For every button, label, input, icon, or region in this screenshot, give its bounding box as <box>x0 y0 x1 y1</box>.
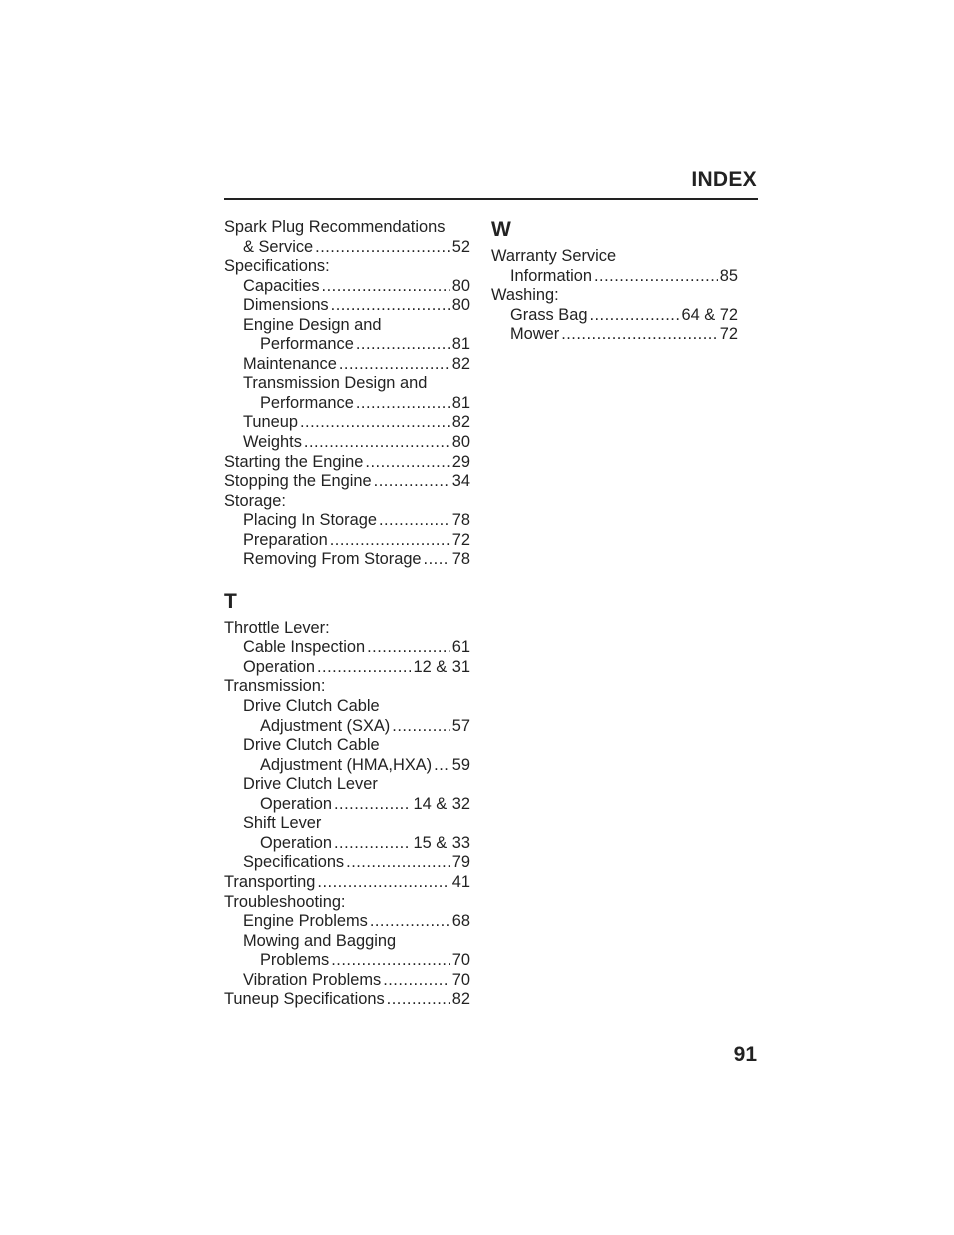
section-letter: T <box>224 589 237 613</box>
index-entry-page: 14 & 32 <box>413 794 470 813</box>
dot-leader <box>383 971 450 991</box>
index-entry-label: Dimensions <box>243 296 329 315</box>
index-entry-page: 57 <box>451 716 470 735</box>
index-entry-label: Warranty Service <box>491 247 617 265</box>
dot-leader <box>331 951 450 971</box>
index-entry-page: 80 <box>451 276 470 295</box>
dot-leader <box>315 238 450 258</box>
index-entry-page: 59 <box>451 755 470 774</box>
page-number: 91 <box>733 1043 757 1066</box>
index-entry-label: Drive Clutch Cable <box>243 736 380 755</box>
index-entry-label: Cable Inspection <box>243 638 366 657</box>
dot-leader <box>356 394 450 414</box>
index-entry-page: 34 <box>451 472 470 491</box>
index-entry-page: 80 <box>451 433 470 452</box>
index-entry-label: Operation <box>260 833 332 852</box>
dot-leader <box>594 267 718 287</box>
index-entry-page: 79 <box>451 853 470 872</box>
index-entry <box>224 218 470 238</box>
index-entry-label: Throttle Lever: <box>224 618 330 637</box>
index-entry <box>224 453 470 473</box>
index-entry <box>224 951 470 971</box>
index-entry <box>224 355 470 375</box>
index-entry-label: Starting the Engine <box>224 452 364 471</box>
index-entry-label: Adjustment (SXA) <box>260 716 391 735</box>
index-entry-page: 12 & 31 <box>413 657 470 676</box>
index-entry-label: & Service <box>243 237 314 256</box>
index-entry-label: Grass Bag <box>510 305 588 324</box>
index-column-right <box>491 218 738 345</box>
index-entry-label: Specifications: <box>224 257 330 276</box>
index-entry <box>224 394 470 414</box>
index-entry-label: Operation <box>243 657 315 676</box>
dot-leader <box>424 550 450 570</box>
index-entry-label: Transmission Design and <box>243 374 428 393</box>
index-entry-label: Drive Clutch Lever <box>243 775 378 794</box>
index-entry-label: Information <box>510 266 592 285</box>
header-divider <box>224 198 758 200</box>
index-entry-label: Capacities <box>243 276 320 295</box>
index-title: INDEX <box>691 168 757 191</box>
dot-leader <box>392 717 450 737</box>
index-entry <box>224 296 470 316</box>
index-entry <box>224 814 470 834</box>
index-entry <box>224 374 470 394</box>
index-entry-label: Engine Problems <box>243 912 368 931</box>
dot-leader <box>322 277 450 297</box>
index-entry <box>224 697 470 717</box>
dot-leader <box>365 453 449 473</box>
index-entry <box>224 932 470 952</box>
index-entry <box>224 795 470 815</box>
index-entry-page: 81 <box>451 393 470 412</box>
dot-leader <box>387 990 450 1010</box>
index-entry-page: 61 <box>451 638 470 657</box>
index-entry <box>224 775 470 795</box>
index-entry-label: Tuneup Specifications <box>224 990 385 1009</box>
index-entry-label: Spark Plug Recommendations <box>224 218 446 236</box>
dot-leader <box>330 531 450 551</box>
index-entry <box>224 912 470 932</box>
index-entry-label: Performance <box>260 393 354 412</box>
section-letter: W <box>491 218 511 241</box>
index-entry-label: Specifications <box>243 853 345 872</box>
index-entry-page: 81 <box>451 335 470 354</box>
dot-leader <box>317 873 449 893</box>
index-entry <box>224 638 470 658</box>
index-entry-page: 70 <box>451 951 470 970</box>
index-entry-label: Transporting <box>224 872 316 891</box>
index-entry <box>224 971 470 991</box>
index-entry-label: Mower <box>510 325 560 344</box>
index-entry <box>224 335 470 355</box>
dot-leader <box>339 355 450 375</box>
index-entry-label: Adjustment (HMA,HXA) <box>260 755 433 774</box>
dot-leader <box>370 912 450 932</box>
index-entry-page: 82 <box>451 354 470 373</box>
index-entry-label: Maintenance <box>243 354 337 373</box>
index-entry-page: 85 <box>719 266 738 285</box>
index-entry <box>224 433 470 453</box>
index-entry-label: Preparation <box>243 530 328 549</box>
index-entry <box>224 492 470 512</box>
dot-leader <box>334 834 412 854</box>
index-entry-label: Placing In Storage <box>243 511 377 530</box>
dot-leader <box>374 472 450 492</box>
index-entry-page: 41 <box>451 872 470 891</box>
index-entry <box>224 873 470 893</box>
index-entry-label: Operation <box>260 794 332 813</box>
index-entry-page: 68 <box>451 912 470 931</box>
index-entry <box>224 853 470 873</box>
index-entry <box>224 736 470 756</box>
dot-leader <box>331 296 450 316</box>
dot-leader <box>379 511 450 531</box>
index-entry <box>224 257 470 277</box>
index-entry <box>224 756 470 776</box>
dot-leader <box>367 638 450 658</box>
index-entry <box>224 658 470 678</box>
index-entry-page: 82 <box>451 413 470 432</box>
index-entry <box>224 511 470 531</box>
index-column-left <box>224 218 470 1010</box>
dot-leader <box>561 325 718 345</box>
index-entry-page: 78 <box>451 550 470 569</box>
index-entry <box>224 238 470 258</box>
index-entry <box>224 550 470 570</box>
index-entry-label: Drive Clutch Cable <box>243 697 380 716</box>
index-entry-label: Removing From Storage <box>243 550 422 569</box>
dot-leader <box>317 658 412 678</box>
dot-leader <box>300 413 450 433</box>
index-entry-label: Stopping the Engine <box>224 472 372 491</box>
index-entry-label: Troubleshooting: <box>224 892 346 911</box>
index-entry <box>224 677 470 697</box>
index-entry-label: Vibration Problems <box>243 970 382 989</box>
index-entry-label: Weights <box>243 433 302 452</box>
dot-leader <box>434 756 450 776</box>
index-entry-page: 70 <box>451 970 470 989</box>
dot-leader <box>304 433 450 453</box>
index-entry-page: 72 <box>719 325 738 344</box>
index-entry-page: 72 <box>451 530 470 549</box>
index-entry-label: Washing: <box>491 286 559 305</box>
index-entry-page: 52 <box>451 237 470 256</box>
index-entry-page: 29 <box>451 452 470 471</box>
index-entry-label: Shift Lever <box>243 814 322 833</box>
index-entry <box>224 531 470 551</box>
dot-leader <box>346 853 450 873</box>
index-entry <box>224 316 470 336</box>
index-entry <box>491 267 738 287</box>
index-entry-label: Problems <box>260 951 330 970</box>
index-entry-label: Storage: <box>224 491 286 510</box>
index-entry <box>224 893 470 913</box>
index-entry <box>491 325 738 345</box>
dot-leader <box>334 795 412 815</box>
index-entry <box>224 277 470 297</box>
index-entry-page: 78 <box>451 511 470 530</box>
index-entry-page: 80 <box>451 296 470 315</box>
dot-leader <box>589 306 679 326</box>
index-entry-label: Mowing and Bagging <box>243 931 397 950</box>
index-entry-page: 82 <box>451 990 470 1009</box>
index-entry <box>224 619 470 639</box>
index-entry <box>491 247 738 267</box>
index-entry-label: Engine Design and <box>243 315 382 334</box>
index-entry <box>224 413 470 433</box>
index-entry-page: 64 & 72 <box>681 305 738 324</box>
index-entry <box>224 990 470 1010</box>
index-entry <box>491 306 738 326</box>
index-entry <box>224 717 470 737</box>
index-entry <box>224 472 470 492</box>
index-entry <box>224 834 470 854</box>
index-entry-label: Performance <box>260 335 354 354</box>
dot-leader <box>356 335 450 355</box>
index-entry <box>491 286 738 306</box>
index-entry-label: Tuneup <box>243 413 298 432</box>
index-entry-page: 15 & 33 <box>413 833 470 852</box>
index-entry-label: Transmission: <box>224 677 326 696</box>
